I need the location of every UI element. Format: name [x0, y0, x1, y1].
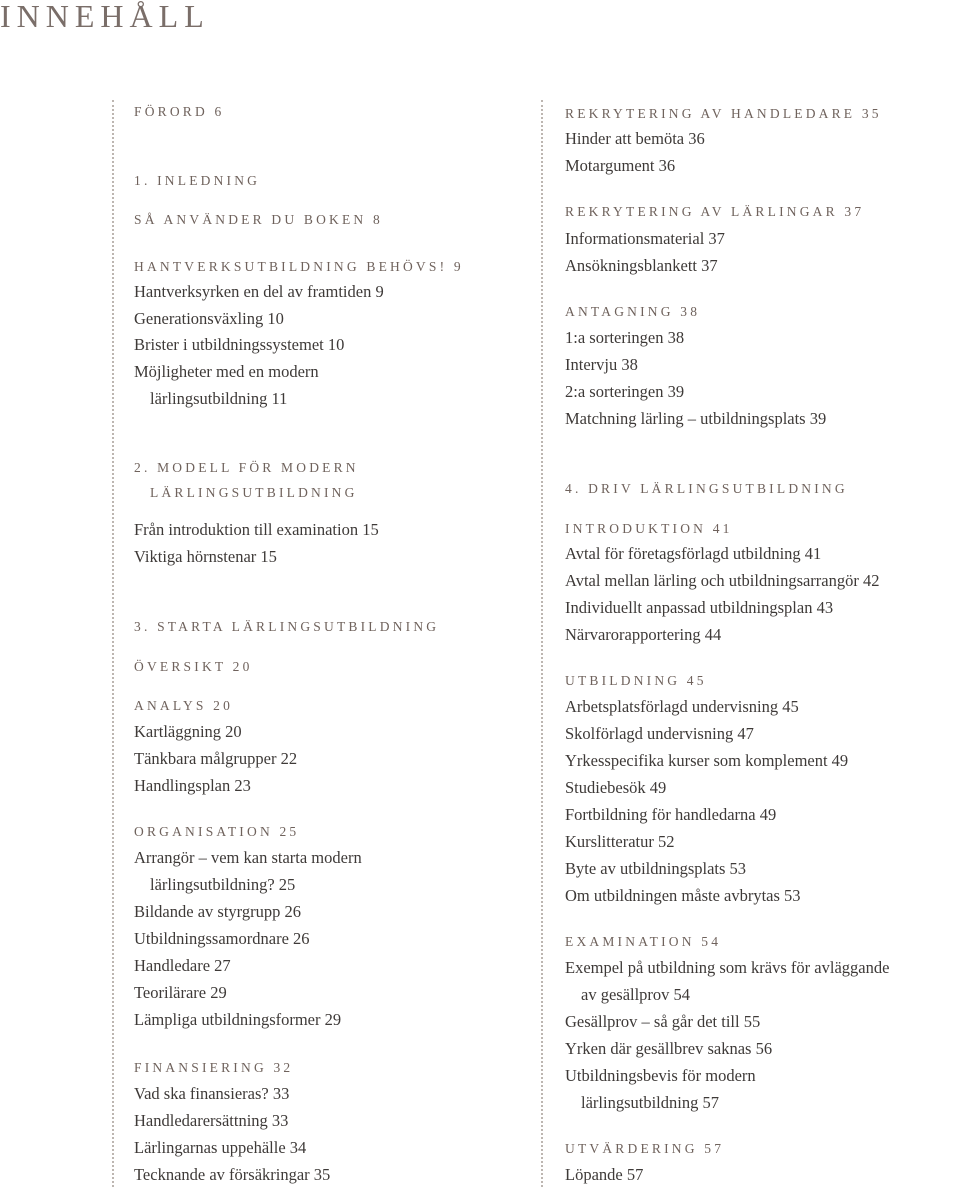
toc-entry[interactable]: Informationsmaterial 37: [565, 229, 725, 248]
toc-entry[interactable]: Motargument 36: [565, 156, 676, 175]
toc-entry[interactable]: Närvarorapportering 44: [565, 625, 722, 644]
toc-entry[interactable]: Handlingsplan 23: [134, 776, 251, 795]
toc-entry[interactable]: Ansökningsblankett 37: [565, 256, 718, 275]
toc-entry[interactable]: Vad ska finansieras? 33: [134, 1084, 290, 1103]
dotted-rule-left: [112, 100, 114, 1187]
toc-heading[interactable]: 2. MODELL FÖR MODERN: [134, 460, 359, 475]
toc-entry[interactable]: Handledare 27: [134, 956, 231, 975]
toc-entry[interactable]: Skolförlagd undervisning 47: [565, 724, 754, 743]
toc-heading[interactable]: 1. INLEDNING: [134, 173, 261, 188]
toc-entry[interactable]: Avtal för företagsförlagd utbildning 41: [565, 544, 822, 563]
toc-entry[interactable]: 1:a sorteringen 38: [565, 328, 685, 347]
toc-entry[interactable]: Hantverksyrken en del av framtiden 9: [134, 282, 384, 301]
toc-entry[interactable]: Byte av utbildningsplats 53: [565, 859, 747, 878]
toc-entry[interactable]: Yrken där gesällbrev saknas 56: [565, 1039, 773, 1058]
toc-entry[interactable]: Avtal mellan lärling och utbildningsarrangör 42: [565, 571, 880, 590]
toc-entry[interactable]: Hinder att bemöta 36: [565, 129, 705, 148]
toc-entry[interactable]: Kartläggning 20: [134, 722, 242, 741]
toc-entry[interactable]: lärlingsutbildning 57: [581, 1093, 719, 1112]
toc-entry[interactable]: Brister i utbildningssystemet 10: [134, 335, 345, 354]
toc-heading[interactable]: ÖVERSIKT 20: [134, 659, 253, 674]
page-title: INNEHÅLL: [0, 0, 210, 34]
toc-entry[interactable]: Möjligheter med en modern: [134, 362, 319, 381]
toc-heading[interactable]: FINANSIERING 32: [134, 1060, 294, 1075]
toc-entry[interactable]: Lämpliga utbildningsformer 29: [134, 1010, 342, 1029]
toc-entry[interactable]: 2:a sorteringen 39: [565, 382, 685, 401]
toc-entry[interactable]: Bildande av styrgrupp 26: [134, 902, 301, 921]
toc-entry[interactable]: Teorilärare 29: [134, 983, 227, 1002]
toc-entry[interactable]: lärlingsutbildning 11: [150, 389, 288, 408]
toc-entry[interactable]: Gesällprov – så går det till 55: [565, 1012, 761, 1031]
toc-entry[interactable]: Tänkbara målgrupper 22: [134, 749, 298, 768]
toc-entry[interactable]: Från introduktion till examination 15: [134, 520, 379, 539]
toc-entry[interactable]: Fortbildning för handledarna 49: [565, 805, 777, 824]
toc-heading[interactable]: UTBILDNING 45: [565, 673, 707, 688]
toc-heading[interactable]: REKRYTERING AV HANDLEDARE 35: [565, 106, 882, 121]
toc-entry[interactable]: av gesällprov 54: [581, 985, 691, 1004]
toc-heading[interactable]: ANTAGNING 38: [565, 304, 701, 319]
toc-heading[interactable]: UTVÄRDERING 57: [565, 1141, 725, 1156]
toc-heading[interactable]: HANTVERKSUTBILDNING BEHÖVS! 9: [134, 259, 464, 274]
toc-entry[interactable]: Kurslitteratur 52: [565, 832, 675, 851]
toc-entry[interactable]: Arrangör – vem kan starta modern: [134, 848, 362, 867]
toc-heading[interactable]: ORGANISATION 25: [134, 824, 300, 839]
toc-entry[interactable]: Exempel på utbildning som krävs för avläggande: [565, 958, 890, 977]
toc-entry[interactable]: Intervju 38: [565, 355, 638, 374]
toc-entry[interactable]: Generationsväxling 10: [134, 309, 284, 328]
toc-heading[interactable]: ANALYS 20: [134, 698, 234, 713]
toc-entry[interactable]: Utbildningsbevis för modern: [565, 1066, 756, 1085]
toc-heading[interactable]: SÅ ANVÄNDER DU BOKEN 8: [134, 212, 383, 227]
toc-entry[interactable]: Utbildningssamordnare 26: [134, 929, 310, 948]
toc-entry[interactable]: Individuellt anpassad utbildningsplan 43: [565, 598, 834, 617]
toc-entry[interactable]: Lärlingarnas uppehälle 34: [134, 1138, 307, 1157]
toc-entry[interactable]: lärlingsutbildning? 25: [150, 875, 296, 894]
dotted-rule-middle: [541, 100, 543, 1187]
toc-heading[interactable]: EXAMINATION 54: [565, 934, 722, 949]
toc-heading[interactable]: FÖRORD 6: [134, 104, 225, 119]
toc-heading[interactable]: INTRODUKTION 41: [565, 521, 733, 536]
toc-entry[interactable]: Tecknande av försäkringar 35: [134, 1165, 331, 1184]
toc-entry[interactable]: Studiebesök 49: [565, 778, 667, 797]
toc-heading[interactable]: REKRYTERING AV LÄRLINGAR 37: [565, 204, 865, 219]
toc-entry[interactable]: Om utbildningen måste avbrytas 53: [565, 886, 801, 905]
toc-heading[interactable]: 3. STARTA LÄRLINGSUTBILDNING: [134, 619, 440, 634]
toc-heading[interactable]: 4. DRIV LÄRLINGSUTBILDNING: [565, 481, 848, 496]
toc-heading[interactable]: LÄRLINGSUTBILDNING: [150, 485, 358, 500]
toc-entry[interactable]: Yrkesspecifika kurser som komplement 49: [565, 751, 849, 770]
toc-entry[interactable]: Löpande 57: [565, 1165, 644, 1184]
toc-entry[interactable]: Viktiga hörnstenar 15: [134, 547, 277, 566]
toc-entry[interactable]: Arbetsplatsförlagd undervisning 45: [565, 697, 799, 716]
toc-entry[interactable]: Handledarersättning 33: [134, 1111, 289, 1130]
toc-entry[interactable]: Matchning lärling – utbildningsplats 39: [565, 409, 827, 428]
